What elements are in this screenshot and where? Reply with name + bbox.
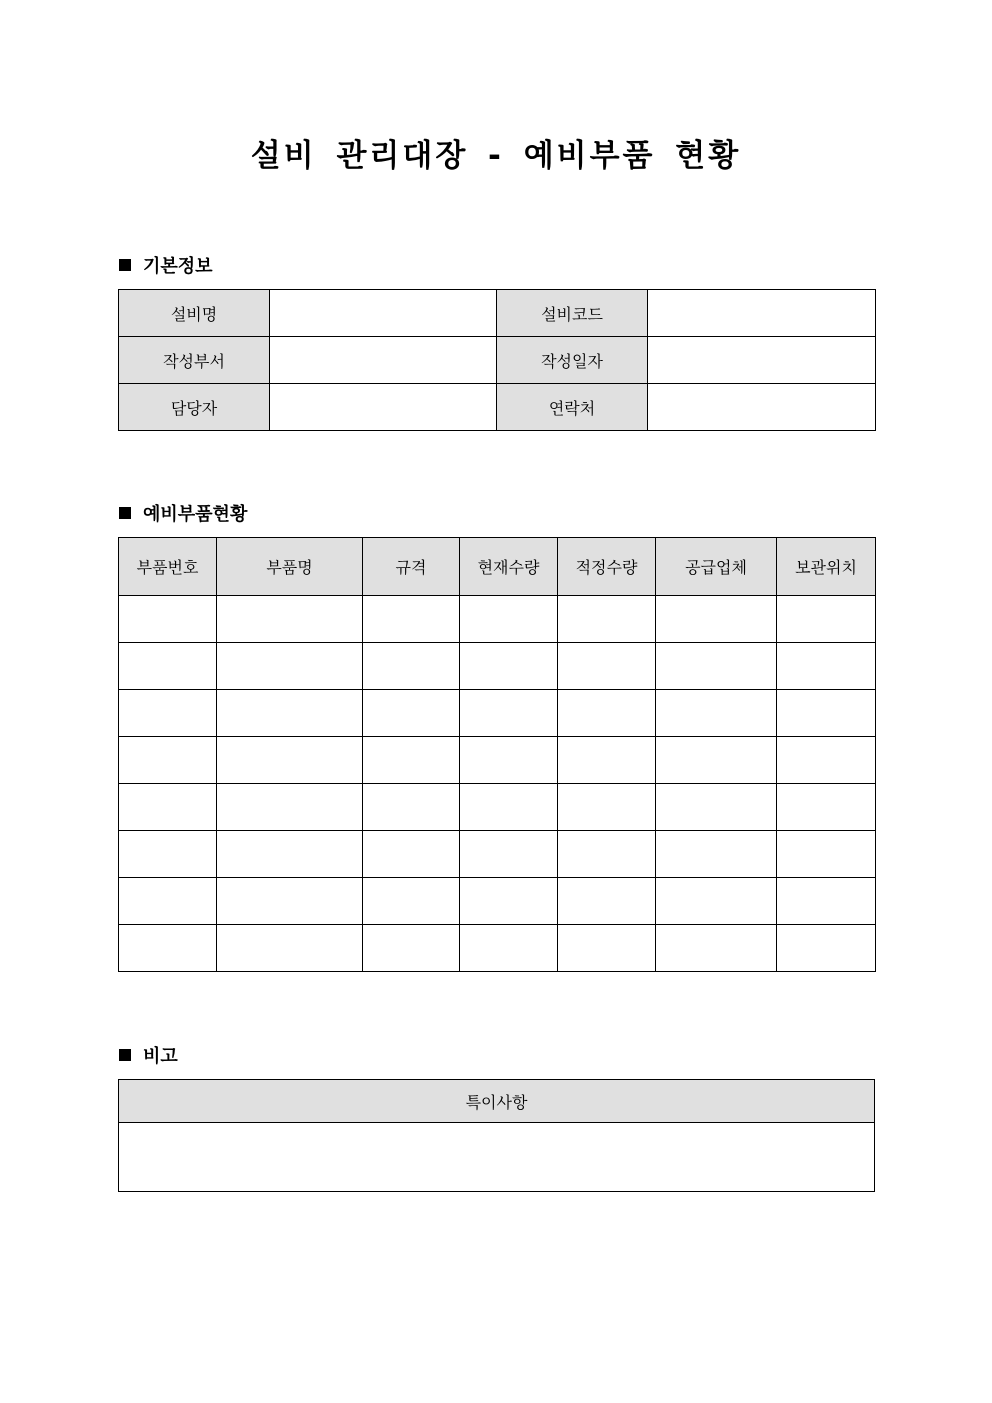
section-heading-remarks — [119, 1042, 178, 1068]
table-cell[interactable] — [217, 737, 363, 784]
table-cell[interactable] — [558, 690, 656, 737]
table-cell[interactable] — [363, 831, 460, 878]
column-header: 부품번호 — [119, 538, 217, 596]
section-title: 기본정보 — [143, 256, 213, 277]
field-label: 작성일자 — [497, 337, 648, 384]
table-cell[interactable] — [363, 643, 460, 690]
column-header: 규격 — [363, 538, 460, 596]
table-cell[interactable] — [217, 831, 363, 878]
table-row — [119, 690, 876, 737]
table-cell[interactable] — [656, 784, 777, 831]
field-label: 설비명 — [119, 290, 270, 337]
table-cell[interactable] — [558, 925, 656, 972]
square-bullet-icon — [119, 1049, 131, 1061]
table-cell[interactable] — [460, 690, 558, 737]
table-cell[interactable] — [363, 690, 460, 737]
basic-info-body — [119, 290, 876, 431]
basic-info-table — [118, 289, 876, 431]
table-cell[interactable] — [217, 690, 363, 737]
field-value-cell[interactable] — [648, 384, 876, 431]
section-heading-basic — [119, 252, 213, 278]
table-cell[interactable] — [119, 878, 217, 925]
table-cell[interactable] — [217, 643, 363, 690]
table-cell[interactable] — [558, 643, 656, 690]
table-cell[interactable] — [777, 784, 876, 831]
spare-parts-table — [118, 537, 876, 972]
table-cell[interactable] — [217, 878, 363, 925]
table-cell[interactable] — [363, 737, 460, 784]
table-cell[interactable] — [363, 925, 460, 972]
table-cell[interactable] — [558, 596, 656, 643]
table-cell[interactable] — [777, 878, 876, 925]
field-label: 설비코드 — [497, 290, 648, 337]
column-header: 보관위치 — [777, 538, 876, 596]
table-row — [119, 878, 876, 925]
table-cell[interactable] — [777, 643, 876, 690]
table-cell[interactable] — [363, 784, 460, 831]
table-cell[interactable] — [460, 737, 558, 784]
page-title: 설비 관리대장 - 예비부품 현황 — [250, 138, 742, 174]
table-cell[interactable] — [656, 690, 777, 737]
table-cell[interactable] — [656, 878, 777, 925]
table-row — [119, 784, 876, 831]
table-cell[interactable] — [558, 784, 656, 831]
table-row — [119, 1123, 875, 1192]
table-cell[interactable] — [119, 690, 217, 737]
field-label: 작성부서 — [119, 337, 270, 384]
table-cell[interactable] — [777, 596, 876, 643]
table-row — [119, 925, 876, 972]
spare-parts-body — [119, 596, 876, 972]
table-cell[interactable] — [558, 831, 656, 878]
column-header: 부품명 — [217, 538, 363, 596]
table-cell[interactable] — [777, 831, 876, 878]
table-cell[interactable] — [217, 596, 363, 643]
field-value-cell[interactable] — [270, 337, 497, 384]
table-row — [119, 290, 876, 337]
table-cell[interactable] — [656, 596, 777, 643]
table-cell[interactable] — [656, 831, 777, 878]
field-label: 담당자 — [119, 384, 270, 431]
table-header-row — [119, 538, 876, 596]
table-cell[interactable] — [460, 925, 558, 972]
table-cell[interactable] — [217, 925, 363, 972]
table-cell[interactable] — [460, 878, 558, 925]
remarks-header: 특이사항 — [119, 1080, 875, 1123]
table-cell[interactable] — [363, 878, 460, 925]
remarks-table — [118, 1079, 875, 1192]
table-cell[interactable] — [119, 925, 217, 972]
table-cell[interactable] — [558, 737, 656, 784]
table-cell[interactable] — [363, 596, 460, 643]
table-cell[interactable] — [460, 643, 558, 690]
field-value-cell[interactable] — [270, 290, 497, 337]
table-cell[interactable] — [119, 737, 217, 784]
field-label: 연락처 — [497, 384, 648, 431]
table-cell[interactable] — [119, 831, 217, 878]
table-cell[interactable] — [119, 596, 217, 643]
table-cell[interactable] — [460, 831, 558, 878]
column-header: 공급업체 — [656, 538, 777, 596]
table-cell[interactable] — [460, 596, 558, 643]
column-header: 현재수량 — [460, 538, 558, 596]
table-cell[interactable] — [119, 784, 217, 831]
square-bullet-icon — [119, 259, 131, 271]
column-header: 적정수량 — [558, 538, 656, 596]
table-row — [119, 384, 876, 431]
field-value-cell[interactable] — [270, 384, 497, 431]
table-cell[interactable] — [119, 643, 217, 690]
table-cell[interactable] — [656, 925, 777, 972]
table-header-row — [119, 1080, 875, 1123]
table-row — [119, 737, 876, 784]
field-value-cell[interactable] — [648, 337, 876, 384]
table-cell[interactable] — [460, 784, 558, 831]
square-bullet-icon — [119, 507, 131, 519]
section-heading-parts — [119, 500, 247, 526]
table-cell[interactable] — [777, 925, 876, 972]
field-value-cell[interactable] — [648, 290, 876, 337]
table-row — [119, 643, 876, 690]
table-cell[interactable] — [217, 784, 363, 831]
table-row — [119, 831, 876, 878]
table-cell[interactable] — [656, 643, 777, 690]
section-title: 예비부품현황 — [143, 504, 248, 525]
table-cell[interactable] — [558, 878, 656, 925]
table-cell[interactable] — [656, 737, 777, 784]
remarks-content-cell[interactable] — [119, 1123, 875, 1192]
table-row — [119, 337, 876, 384]
table-row — [119, 596, 876, 643]
table-cell[interactable] — [777, 737, 876, 784]
section-title: 비고 — [143, 1046, 178, 1067]
table-cell[interactable] — [777, 690, 876, 737]
